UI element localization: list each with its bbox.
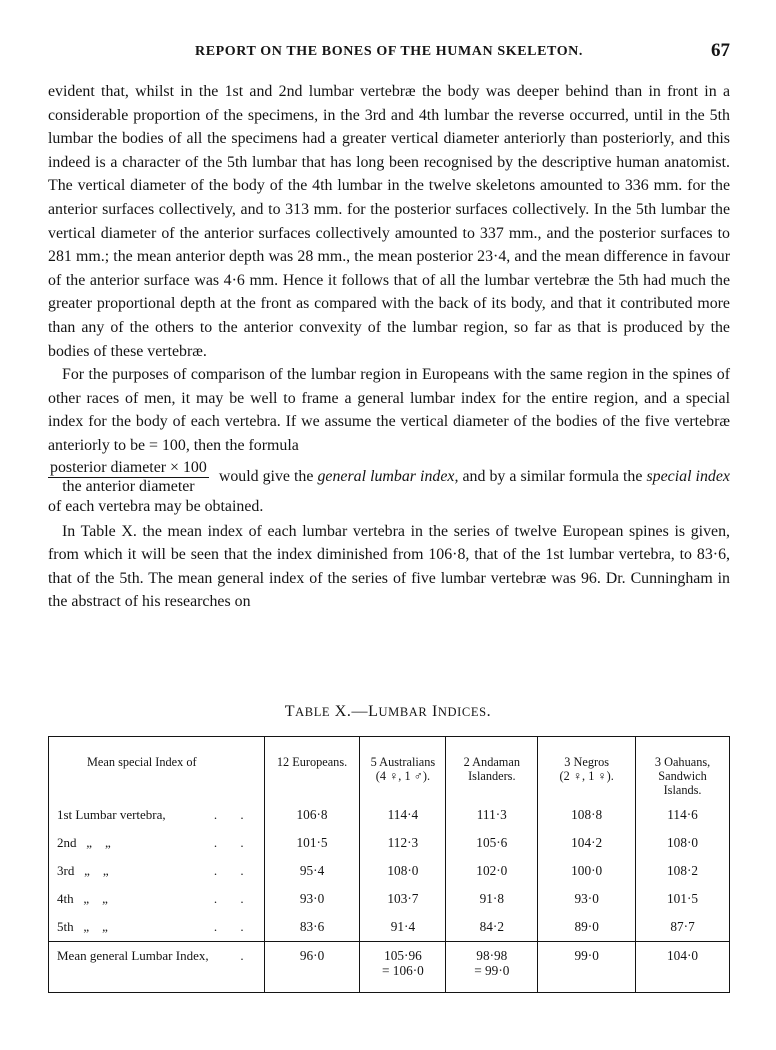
row-label-text: 3rd „ „ xyxy=(57,863,109,878)
table-cell: 112·3 xyxy=(360,829,446,857)
formula-text-b: and by a similar formula the xyxy=(462,467,643,485)
header-line: Islanders. xyxy=(468,769,516,783)
table-cell: 89·0 xyxy=(538,913,636,942)
lumbar-indices-table xyxy=(48,736,730,993)
table-cell: 104·2 xyxy=(538,829,636,857)
table-cell: 101·5 xyxy=(264,829,360,857)
row-label xyxy=(49,829,265,857)
table-cell: 114·6 xyxy=(636,797,730,829)
table-cell: 83·6 xyxy=(264,913,360,942)
table-header-row xyxy=(49,737,730,798)
table-title-part: T xyxy=(284,703,296,720)
table-cell: 108·0 xyxy=(360,857,446,885)
row-label xyxy=(49,913,265,942)
row-dots: . xyxy=(240,948,254,963)
row-label xyxy=(49,857,265,885)
row-label xyxy=(49,942,265,993)
table-cell: 96·0 xyxy=(264,942,360,993)
cell-line: 98·98 xyxy=(476,948,508,963)
row-dots: . . xyxy=(213,891,254,906)
table-cell: 106·8 xyxy=(264,797,360,829)
row-label-text: 2nd „ „ xyxy=(57,835,111,850)
table-cell: 105·6 xyxy=(446,829,538,857)
row-label-text: 4th „ „ xyxy=(57,891,108,906)
header-australians xyxy=(360,737,446,798)
table-cell: 91·8 xyxy=(446,885,538,913)
header-line: (4 ♀, 1 ♂). xyxy=(375,769,431,783)
table-row xyxy=(49,829,730,857)
row-label xyxy=(49,797,265,829)
table-title-part: . xyxy=(486,703,492,720)
row-dots: . . xyxy=(213,919,254,934)
row-dots: . . xyxy=(213,807,254,822)
header-europeans: 12 Europeans. xyxy=(264,737,360,798)
paragraph-2: For the purposes of comparison of the lumbar region in Europeans with the same region in the spines of other races of men, it may be well to frame a general lumbar index for the entire region, and a special index for the body of each vertebra. If we assume the vertical diameter of the bodies of the five vertebræ anteriorly to be = 100, then the formula xyxy=(48,366,730,454)
page-header xyxy=(48,40,730,68)
table-cell: 103·7 xyxy=(360,885,446,913)
row-dots: . . xyxy=(213,835,254,850)
header-line: 3 Oahuans, xyxy=(654,755,711,769)
paragraph-1: evident that, whilst in the 1st and 2nd lumbar vertebræ the body was deeper behind than in front in a considerable proportion of the specimens, in the 3rd and 4th lumbar the reverse occurred, until in the 5th lumbar the bodies of all the specimens had a greater vertical diameter anteriorly than posteriorly, and this indeed is a character of the 5th lumbar that has long been recognised by the descriptive human anatomist. The vertical diameter of the body of the 4th lumbar in the twelve skeletons amounted to 336 mm. for the anterior surfaces collectively, and to 313 mm. for the posterior surfaces collectively. In the 5th lumbar the vertical diameter of the anterior surfaces collectively amounted to 337 mm., and the posterior surfaces to 281 mm.; the mean anterior depth was 28 mm., the mean posterior 23·4, and the mean difference in favour of the anterior surface was 4·6 mm. Hence it follows that of all the lumbar vertebræ the 5th had much the greater proportional depth at the front as compared with the back of its body, and that it contributed more than any of the others to the anterior convexity of the lumbar region, so far as that is produced by the bodies of these vertebræ. xyxy=(48,83,730,360)
cell-line: 105·96 xyxy=(384,948,422,963)
row-dots: . . xyxy=(213,863,254,878)
page-number: 67 xyxy=(711,40,730,61)
table-cell: 104·0 xyxy=(636,942,730,993)
table-cell: 108·8 xyxy=(538,797,636,829)
header-line: 3 Negros xyxy=(564,755,610,769)
lumbar-index-formula xyxy=(48,460,209,495)
paragraph-2-formula xyxy=(48,460,730,518)
table-cell: 87·7 xyxy=(636,913,730,942)
cell-line: = 106·0 xyxy=(381,963,424,978)
table-cell: 93·0 xyxy=(538,885,636,913)
table-cell: 93·0 xyxy=(264,885,360,913)
table-title-part: ABLE xyxy=(295,705,331,719)
table-row xyxy=(49,857,730,885)
formula-text-a: would give the xyxy=(218,467,314,485)
header-line: (2 ♀, 1 ♀). xyxy=(559,769,614,783)
table-cell: 101·5 xyxy=(636,885,730,913)
table-cell xyxy=(446,942,538,993)
running-head: REPORT ON THE BONES OF THE HUMAN SKELETON. xyxy=(194,44,583,59)
table-title-part: NDICES xyxy=(437,705,487,719)
table-row xyxy=(49,913,730,942)
table-cell: 111·3 xyxy=(446,797,538,829)
header-line: Sandwich xyxy=(658,769,707,783)
table-title-part: X.—L xyxy=(330,703,379,720)
header-andaman xyxy=(446,737,538,798)
body-text xyxy=(48,80,730,614)
header-line: 2 Andaman xyxy=(463,755,520,769)
header-line: 5 Australians xyxy=(370,755,436,769)
paragraph-3: In Table X. the mean index of each lumbar vertebra in the series of twelve European spines is given, from which it will be seen that the index diminished from 106·8, that of the 1st lumbar vertebra, to 83·6, that of the 5th. The mean general index of the series of five lumbar vertebræ was 96. Dr. Cunningham in the abstract of his researches on xyxy=(48,522,730,611)
row-label-text: 5th „ „ xyxy=(57,919,108,934)
table-row xyxy=(49,885,730,913)
table-cell: 84·2 xyxy=(446,913,538,942)
formula-denominator: the anterior diameter xyxy=(62,477,195,495)
mean-general-index-row xyxy=(49,942,730,993)
header-mean-special-index: Mean special Index of xyxy=(87,755,197,769)
header-oahuans xyxy=(636,737,730,798)
table-cell: 108·0 xyxy=(636,829,730,857)
header-negros xyxy=(538,737,636,798)
table-title-part: UMBAR xyxy=(378,705,428,719)
row-label-text: Mean general Lumbar Index, xyxy=(57,948,209,963)
table-cell xyxy=(360,942,446,993)
table-cell: 102·0 xyxy=(446,857,538,885)
formula-text-c: of each vertebra may be obtained. xyxy=(48,497,264,515)
table-cell: 99·0 xyxy=(538,942,636,993)
formula-numerator: posterior diameter × 100 xyxy=(50,458,207,476)
table-title xyxy=(0,703,776,721)
table-row xyxy=(49,797,730,829)
row-label xyxy=(49,885,265,913)
term-general-lumbar-index: general lumbar index, xyxy=(317,467,459,485)
cell-line: = 99·0 xyxy=(474,963,510,978)
term-special-index: special index xyxy=(646,467,730,485)
table-cell: 91·4 xyxy=(360,913,446,942)
header-line: Islands. xyxy=(663,783,702,797)
table-title-part: I xyxy=(427,703,438,720)
row-label-text: 1st Lumbar vertebra, xyxy=(57,807,166,822)
table-cell: 95·4 xyxy=(264,857,360,885)
table-cell: 100·0 xyxy=(538,857,636,885)
table-cell: 108·2 xyxy=(636,857,730,885)
table-cell: 114·4 xyxy=(360,797,446,829)
